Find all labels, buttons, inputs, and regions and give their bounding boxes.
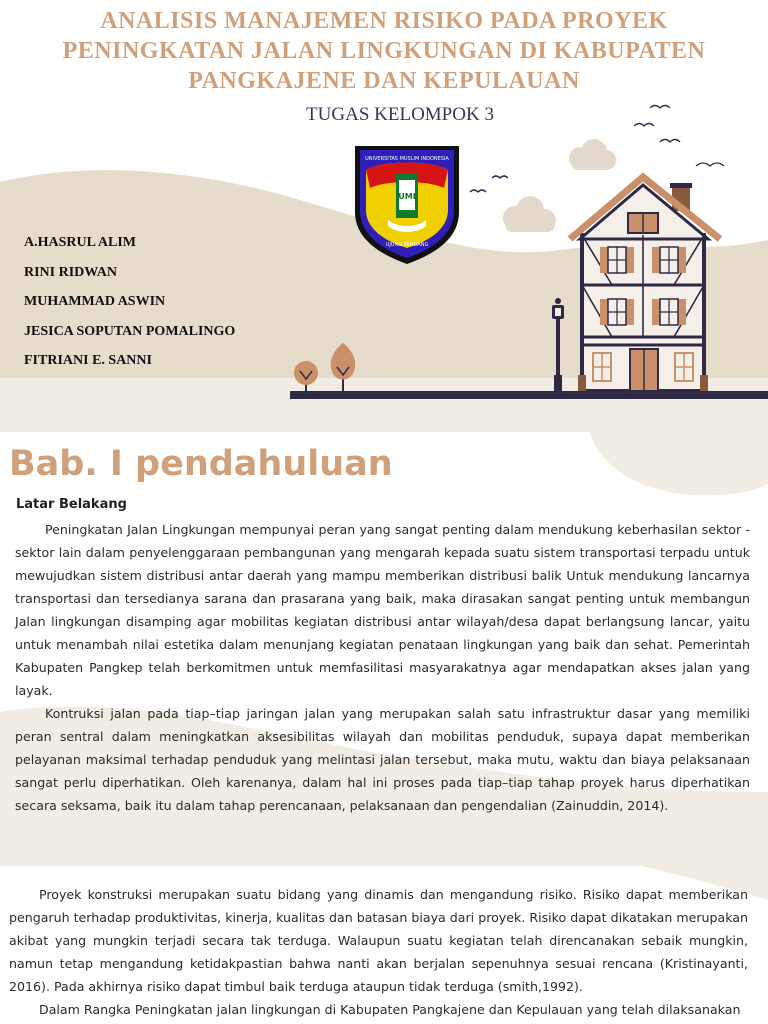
member-name: A.HASRUL ALIM [24, 235, 137, 250]
cover-title-line: ANALISIS MANAJEMEN RISIKO PADA PROYEK [100, 8, 668, 34]
cover-subtitle: TUGAS KELOMPOK 3 [306, 104, 494, 125]
house-landscape-illustration [290, 95, 768, 410]
emblem-top-text: UNIVERSITAS MUSLIM INDONESIA [365, 156, 449, 162]
emblem-center-text: UMI [398, 192, 416, 201]
section-title: Latar Belakang [16, 497, 127, 512]
chapter-heading: Bab. I pendahuluan [9, 444, 393, 484]
member-name: JESICA SOPUTAN POMALINGO [24, 323, 236, 339]
member-name: FITRIANI E. SANNI [24, 353, 152, 368]
paragraph: Kontruksi jalan pada tiap–tiap jaringan jalan yang merupakan salah satu infrastruktur dasar yang memiliki peran sentral dalam meningkatkan aksesibilitas wilayah dan mobilitas penduduk, supaya dapat memberikan pelayanan maksimal terhadap penduduk yang melintasi jalan tersebut, maka mutu, waktu dan biaya pelaksanaan sangat perlu diperhatikan. Oleh karenanya, dalam hal ini proses pada tiap–tiap tahap proyek harus diperhatikan secara seksama, baik itu dalam tahap perencanaan, pelaksanaan dan pengendalian (Zainuddin, 2014). [15, 706, 750, 813]
cover-title-line: PENINGKATAN JALAN LINGKUNGAN DI KABUPATEN [62, 38, 706, 64]
cover-title-line: PANGKAJENE DAN KEPULAUAN [188, 68, 580, 94]
member-list [24, 233, 235, 381]
paragraph: Dalam Rangka Peningkatan jalan lingkungan di Kabupaten Pangkajene dan Kepulauan yang telah dilaksanakan [39, 1002, 741, 1017]
emblem-bottom-text: UJUNG PANDANG [385, 242, 429, 248]
paragraph: Peningkatan Jalan Lingkungan mempunyai peran yang sangat penting dalam mendukung keberhasilan sektor -sektor lain dalam penyelenggaraan pembangunan yang mengarah kepada suatu sistem transportasi terpadu untuk mewujudkan sistem distribusi antar daerah yang mampu memberikan distribusi balik Untuk mendukung lancarnya transportasi dan tersedianya sarana dan prasarana yang baik, maka dirasakan sangat penting untuk membangun Jalan lingkungan disamping agar mobilitas kegiatan distribusi antar wilayah/desa dapat berlangsung lancar, yaitu untuk menambah nilai estetika dalam menunjang kegiatan penataan lingkungan yang baik dan sehat. Pemerintah Kabupaten Pangkep telah berkomitmen untuk memfasilitasi masyarakatnya agar mendapatkan akses jalan yang layak. [15, 522, 750, 698]
member-name: RINI RIDWAN [24, 264, 117, 280]
cover-title [20, 6, 748, 96]
paragraph: Proyek konstruksi merupakan suatu bidang yang dinamis dan mengandung risiko. Risiko dapat memberikan pengaruh terhadap produktivitas, kinerja, kualitas dan batasan biaya dari proyek. Risiko dapat dikatakan merupakan akibat yang mungkin terjadi secara tak terduga. Walaupun suatu kegiatan telah direncanakan sebaik mungkin, namun tetap mengandung ketidakpastian bahwa nanti akan berjalan sepenuhnya sesuai rencana (Kristinayanti, 2016). Pada akhirnya risiko dapat timbul baik terduga ataupun tidak terduga (smith,1992). [9, 887, 748, 994]
member-name: MUHAMMAD ASWIN [24, 294, 166, 309]
